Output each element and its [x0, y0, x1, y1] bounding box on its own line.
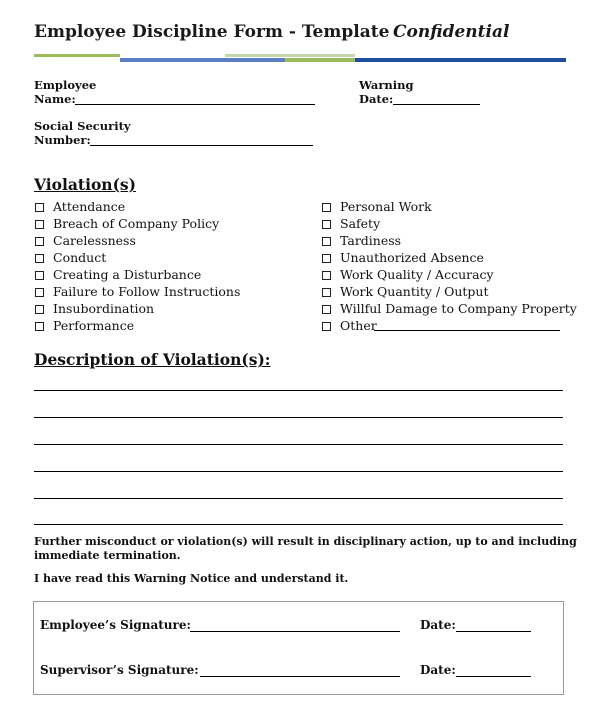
warning-date-label: Date: [359, 92, 394, 106]
header-bar-segment [285, 58, 355, 62]
form-title: Employee Discipline Form - Template [34, 22, 390, 42]
checkbox-icon[interactable] [35, 305, 44, 314]
description-line[interactable] [34, 444, 563, 445]
violation-label: Breach of Company Policy [53, 216, 220, 231]
supervisor-date-field[interactable] [456, 676, 531, 677]
violation-label: Failure to Follow Instructions [53, 284, 241, 299]
violation-label: Attendance [53, 199, 126, 214]
checkbox-icon[interactable] [322, 288, 331, 297]
description-heading: Description of Violation(s): [34, 350, 271, 369]
other-violation-field[interactable] [374, 330, 560, 331]
checkbox-icon[interactable] [322, 203, 331, 212]
checkbox-icon[interactable] [322, 254, 331, 263]
violation-checkbox-safety[interactable] [322, 215, 380, 232]
header-bar-segment [225, 54, 355, 57]
signature-box [33, 601, 564, 695]
checkbox-icon[interactable] [322, 271, 331, 280]
checkbox-icon[interactable] [35, 254, 44, 263]
violation-checkbox-breach-of-policy[interactable] [35, 215, 219, 232]
violation-label: Creating a Disturbance [53, 267, 202, 282]
warning-date-field[interactable] [393, 104, 480, 105]
checkbox-icon[interactable] [35, 237, 44, 246]
misconduct-notice-line-1: Further misconduct or violation(s) will result in disciplinary action, up to and including [34, 535, 577, 548]
employee-name-field[interactable] [75, 104, 315, 105]
violation-label: Safety [340, 216, 381, 231]
violation-label: Carelessness [53, 233, 136, 248]
description-line[interactable] [34, 417, 563, 418]
violations-heading: Violation(s) [34, 175, 136, 194]
employee-date-label: Date: [420, 618, 456, 632]
description-line[interactable] [34, 390, 563, 391]
description-line[interactable] [34, 471, 563, 472]
checkbox-icon[interactable] [35, 322, 44, 331]
violation-label: Conduct [53, 250, 107, 265]
violation-label: Insubordination [53, 301, 155, 316]
violation-checkbox-personal-work[interactable] [322, 198, 432, 215]
checkbox-icon[interactable] [35, 271, 44, 280]
employee-name-label: Name: [34, 92, 76, 106]
violation-label: Other [340, 318, 377, 333]
violation-checkbox-performance[interactable] [35, 317, 134, 334]
violation-checkbox-disturbance[interactable] [35, 266, 201, 283]
violation-checkbox-work-quantity[interactable] [322, 283, 489, 300]
checkbox-icon[interactable] [322, 305, 331, 314]
warning-label: Warning [359, 78, 414, 92]
violation-label: Willful Damage to Company Property [340, 301, 577, 316]
checkbox-icon[interactable] [35, 220, 44, 229]
violation-label: Work Quality / Accuracy [340, 267, 494, 282]
violation-label: Performance [53, 318, 135, 333]
supervisor-date-label: Date: [420, 663, 456, 677]
supervisor-signature-field[interactable] [200, 676, 400, 677]
violation-checkbox-failure-to-follow[interactable] [35, 283, 240, 300]
confidential-label: Confidential [393, 22, 510, 42]
employee-label: Employee [34, 78, 97, 92]
violation-label: Personal Work [340, 199, 432, 214]
description-line[interactable] [34, 498, 563, 499]
violation-checkbox-conduct[interactable] [35, 249, 106, 266]
violation-label: Tardiness [340, 233, 402, 248]
employee-signature-field[interactable] [190, 631, 400, 632]
violation-checkbox-other[interactable] [322, 317, 377, 334]
violation-checkbox-work-quality[interactable] [322, 266, 494, 283]
violation-checkbox-unauthorized-absence[interactable] [322, 249, 484, 266]
violation-checkbox-willful-damage[interactable] [322, 300, 577, 317]
header-bar-segment [120, 58, 285, 62]
misconduct-notice-line-2: immediate termination. [34, 549, 181, 562]
employee-signature-label: Employee’s Signature: [40, 618, 191, 632]
employee-date-field[interactable] [456, 631, 531, 632]
violation-label: Unauthorized Absence [340, 250, 484, 265]
checkbox-icon[interactable] [322, 322, 331, 331]
checkbox-icon[interactable] [322, 220, 331, 229]
violation-label: Work Quantity / Output [340, 284, 489, 299]
ssn-number-label: Number: [34, 133, 91, 147]
ssn-field[interactable] [90, 145, 313, 146]
header-bar-segment [34, 54, 120, 57]
violation-checkbox-attendance[interactable] [35, 198, 125, 215]
ssn-label: Social Security [34, 119, 131, 133]
checkbox-icon[interactable] [35, 288, 44, 297]
checkbox-icon[interactable] [35, 203, 44, 212]
description-line[interactable] [34, 524, 563, 525]
checkbox-icon[interactable] [322, 237, 331, 246]
violation-checkbox-insubordination[interactable] [35, 300, 154, 317]
violation-checkbox-tardiness[interactable] [322, 232, 401, 249]
header-bar-segment [355, 58, 566, 62]
violation-checkbox-carelessness[interactable] [35, 232, 136, 249]
acknowledgement-text: I have read this Warning Notice and understand it. [34, 572, 349, 585]
supervisor-signature-label: Supervisor’s Signature: [40, 663, 199, 677]
